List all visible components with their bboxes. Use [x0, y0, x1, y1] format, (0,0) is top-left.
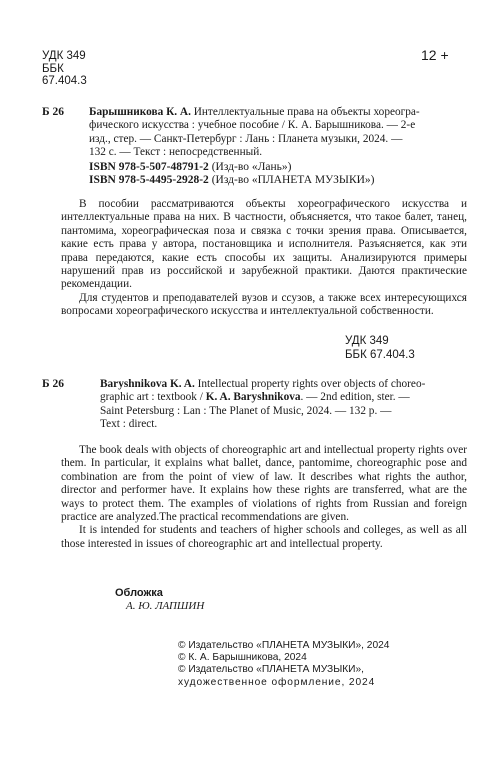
catalog-codes — [42, 50, 87, 88]
en-author: Baryshnikova K. A. — [100, 378, 195, 390]
right-bbk: ББК 67.404.3 — [345, 349, 415, 361]
isbn-publisher: (Изд-во «ПЛАНЕТА МУЗЫКИ») — [208, 174, 375, 187]
en-title: Intellectual property rights over objects of choreo- — [194, 378, 426, 390]
en-abstract — [61, 444, 467, 551]
ru-entry-line3: изд., стер. — Санкт-Петербург : Лань : Планета музыки, 2024. — — [89, 132, 403, 145]
ru-title: Интеллектуальные права на объекты хореогра- — [190, 106, 420, 118]
ru-entry-line4: 132 с. — Текст : непосредственный. — [89, 146, 263, 159]
en-entry-line2-pre: graphic art : textbook / — [100, 391, 206, 404]
en-abstract-p1: The book deals with objects of choreographic art and intellectual property rights over them. In particular, it explains what ballet, dance, pantomime, choreographic pose and combination are from the point of view of law. It describes what rights the author, director and performer have. It explains how these rights are transferred, what are the ways to protect them. The examples of violations of rights from Russian and foreign practice are analyzed.The practical recommendations are given. — [61, 444, 467, 524]
ru-abstract-p1: В пособии рассматриваются объекты хореографического искусства и интеллектуальные права на них. В частности, объясняется, что такое балет, танец, пантомима, хореографическая поза и связка с точки зрения права. Описывается, какие есть права у автора, постановщика и исполнителя. Разъясняется, как эти права передаются, какие есть способы их защиты. Анализируются примеры нарушений прав из российской и зарубежной практики. Даются практические рекомендации. — [61, 198, 467, 291]
ru-entry-line2: фического искусства : учебное пособие / К. А. Барышникова. — 2-е — [89, 119, 416, 132]
en-entry — [100, 378, 470, 432]
cover-designer: А. Ю. ЛАПШИН — [126, 600, 205, 612]
age-rating: 12 + — [421, 47, 449, 63]
isbn-label: ISBN — [89, 161, 116, 173]
isbn-publisher: (Изд-во «Лань») — [208, 161, 292, 173]
cover-label: Обложка — [115, 587, 163, 599]
en-abstract-p2: It is intended for students and teachers of higher schools and colleges, as well as all those interested in issues of choreographic art and intellectual property. — [61, 524, 467, 550]
copyright-line: © Издательство «ПЛАНЕТА МУЗЫКИ», — [178, 664, 364, 676]
udk-code: УДК 349 — [42, 50, 86, 62]
bbk-label: ББК — [42, 62, 64, 75]
copyright-block — [178, 640, 389, 689]
isbn-line — [89, 161, 375, 174]
isbn-number: 978-5-4495-2928-2 — [115, 174, 209, 187]
en-entry-line3: Saint Petersburg : Lan : The Planet of Music, 2024. — 132 p. — — [100, 404, 392, 417]
copyright-line: художественное оформление, 2024 — [178, 676, 376, 688]
isbn-number: 978-5-507-48791-2 — [115, 161, 209, 173]
ru-author: Барышникова К. А. — [89, 106, 191, 118]
en-entry-line2-post: . — 2nd edition, ster. — — [300, 391, 410, 404]
ru-entry — [89, 106, 467, 160]
ru-abstract-p2: Для студентов и преподавателей вузов и ссузов, а также всех интересующихся вопросами хореографического искусства и интеллектуальной собственности. — [61, 291, 467, 318]
copyright-line: © Издательство «ПЛАНЕТА МУЗЫКИ», 2024 — [178, 640, 390, 651]
right-catalog-codes — [345, 334, 415, 362]
bbk-code: 67.404.3 — [42, 75, 87, 88]
en-entry-line4: Text : direct. — [100, 418, 158, 431]
isbn-line — [89, 174, 375, 187]
ru-abstract — [61, 198, 467, 319]
en-entry-code: Б 26 — [42, 378, 64, 390]
en-entry-author-repeat: K. A. Baryshnikova — [205, 391, 301, 404]
right-udk: УДК 349 — [345, 335, 389, 347]
isbn-block — [89, 161, 375, 188]
isbn-label: ISBN — [89, 174, 116, 187]
copyright-line: © К. А. Барышникова, 2024 — [178, 652, 307, 664]
ru-entry-code: Б 26 — [42, 106, 64, 118]
